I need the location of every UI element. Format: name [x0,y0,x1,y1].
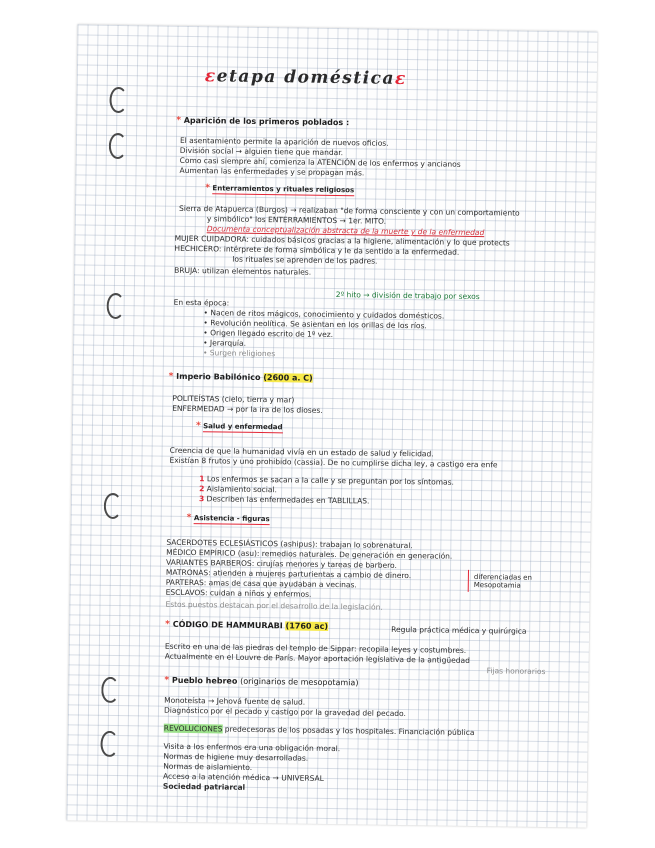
star-icon: * [195,421,201,432]
star-icon: * [186,512,192,524]
text-line: División social → alguien tiene que mandar. [179,145,344,158]
list-item: • Origen llegado escrito de 1º vez. [203,328,334,340]
star-icon: * [164,675,170,686]
star-icon: * [165,619,170,630]
numbered-item: 3 Describen las enfermedades en TABLILLAS. [198,494,370,506]
section-heading-babilonico: * Imperio Babilónico (2600 a. C) [168,371,313,383]
text-line: PARTERAS: amas de casa que ayudaban a vecinas. [165,577,357,590]
text-line: los rituales se aprenden de los padres. [232,254,378,266]
text-line: HECHICERO: intérprete de forma simbólica y le da sentido a la enfermedad. [174,243,460,257]
star-icon: * [176,115,182,126]
text-line: MÉDICO EMPÍRICO (asu): remedios naturales. De generación en generación. [166,547,453,561]
star-icon: * [168,371,174,382]
subheading-enterramientos: * Enterramientos y rituales religiosos [205,183,355,195]
binder-hole-icon [104,493,122,519]
section-heading-poblados: * Aparición de los primeros poblados : [176,115,350,128]
text-line: Estos puestos destacan por el desarrollo de la legislación. [165,599,383,612]
text-line-red: Documenta conceptualización abstracta de la muerte y de la enfermedad [206,224,485,238]
binder-hole-icon [106,293,124,319]
text-line: POLITEÍSTAS (cielo, tierra y mar) [172,393,295,405]
text-line: Aumentan las enfermedades y se propagan más. [179,165,365,178]
binder-hole-icon [100,731,118,757]
text-line-highlight: REVOLUCIONES predecesoras de los posadas y los hospitales. Financiación pública [163,723,475,738]
page-title: εetapa domésticaε [204,66,407,90]
text-line: VARIANTES BARBEROS: cirujías menores y tareas de barbero. [166,557,397,570]
text-line: MATRONAS: atienden a mujeres parturientas a cambio de dinero. [165,567,412,581]
text-line: Actualmente en el Louvre de París. Mayor aportación legislativa de la antigüedad [164,651,470,665]
text-line: Visita a los enfermos era una obligación moral. [163,741,341,754]
text-line: BRUJA: utilizan elementos naturales. [174,265,312,277]
text-line: Existían 8 frutos y uno prohibido (cassia). De no cumplirse dicha ley, a castigo era enfe [169,455,498,470]
list-item: • Nacen de ritos mágicos, conocimiento y cuidados domésticos. [203,308,445,321]
text-line: Fijas honorarios [486,666,546,677]
intro-line: En esta época: [173,297,230,308]
list-item: • Revolución neolítica. Se asientan en los orillas de los ríos. [203,318,427,331]
text-line: Diagnóstico por el pecado y castigo por la gravedad del pecado. [163,705,406,719]
section-heading-hebreo: * Pueblo hebreo (originarios de mesopotamia) [164,675,359,688]
note-division-trabajo: 2º hito → división de trabajo por sexos [335,290,480,302]
text-line: ESCLAVOS: cuidan a niños y enfermos. [165,587,312,599]
text-line: SACERDOTES ECLESIÁSTICOS (ashipus): trabajan lo sobrenatural. [166,537,413,551]
binder-hole-icon [109,133,127,159]
list-item: • Jerarquía. [203,338,247,348]
notebook-page [66,24,597,827]
subheading-asistencia: * Asistencia - figuras [186,512,270,524]
numbered-item: 2 Aislamiento social. [199,484,278,495]
text-line: Normas de aislamiento. [163,761,253,772]
brace-mark [468,570,472,592]
star-icon: * [205,183,211,194]
text-line: MUJER CUIDADORA: cuidados básicos gracias a la higiene, alimentación y lo que protects [174,233,510,248]
text-line: ENFERMEDAD → por la ira de los dioses. [172,403,323,415]
text-line: y simbólico" los ENTERRAMIENTOS → 1er. MITO. [206,214,387,226]
text-line: Escrito en una de las piedras del templo de Sippar: recopila leyes y costumbres. [164,641,467,655]
list-item: • Surgen religiones [202,348,276,359]
text-line: Acceso a la atención médica → UNIVERSAL [163,771,324,783]
text-line: El asentamiento permite la aparición de nuevos oficios. [179,135,389,148]
binder-hole-icon [109,87,127,113]
text-line: Como casi siempre ahí, comienza la ATENCIÓN de los enfermos y ancianos [179,155,461,169]
text-line: Monoteísta → Jehová fuente de salud. [164,695,306,707]
brace-note: diferenciadas en Mesopotamia [473,572,533,590]
side-note: Regula práctica médica y quirúrgica [391,624,527,636]
section-heading-hammurabi: * CÓDIGO DE HAMMURABI (1760 ac) [165,619,329,631]
text-line: Sociedad patriarcal [162,781,246,792]
numbered-item: 1 Los enfermos se sacan a la calle y se preguntan por los síntomas. [199,474,454,487]
binder-hole-icon [101,677,119,703]
text-line: Sierra de Atapuerca (Burgos) → realizaban "de forma consciente y con un comportamiento [178,203,520,218]
subheading-salud: * Salud y enfermedad [195,421,283,432]
text-line: Normas de higiene muy desarrolladas. [163,751,309,763]
text-line: Creencia de que la humanidad vivía en un estado de salud y felicidad. [169,445,434,459]
